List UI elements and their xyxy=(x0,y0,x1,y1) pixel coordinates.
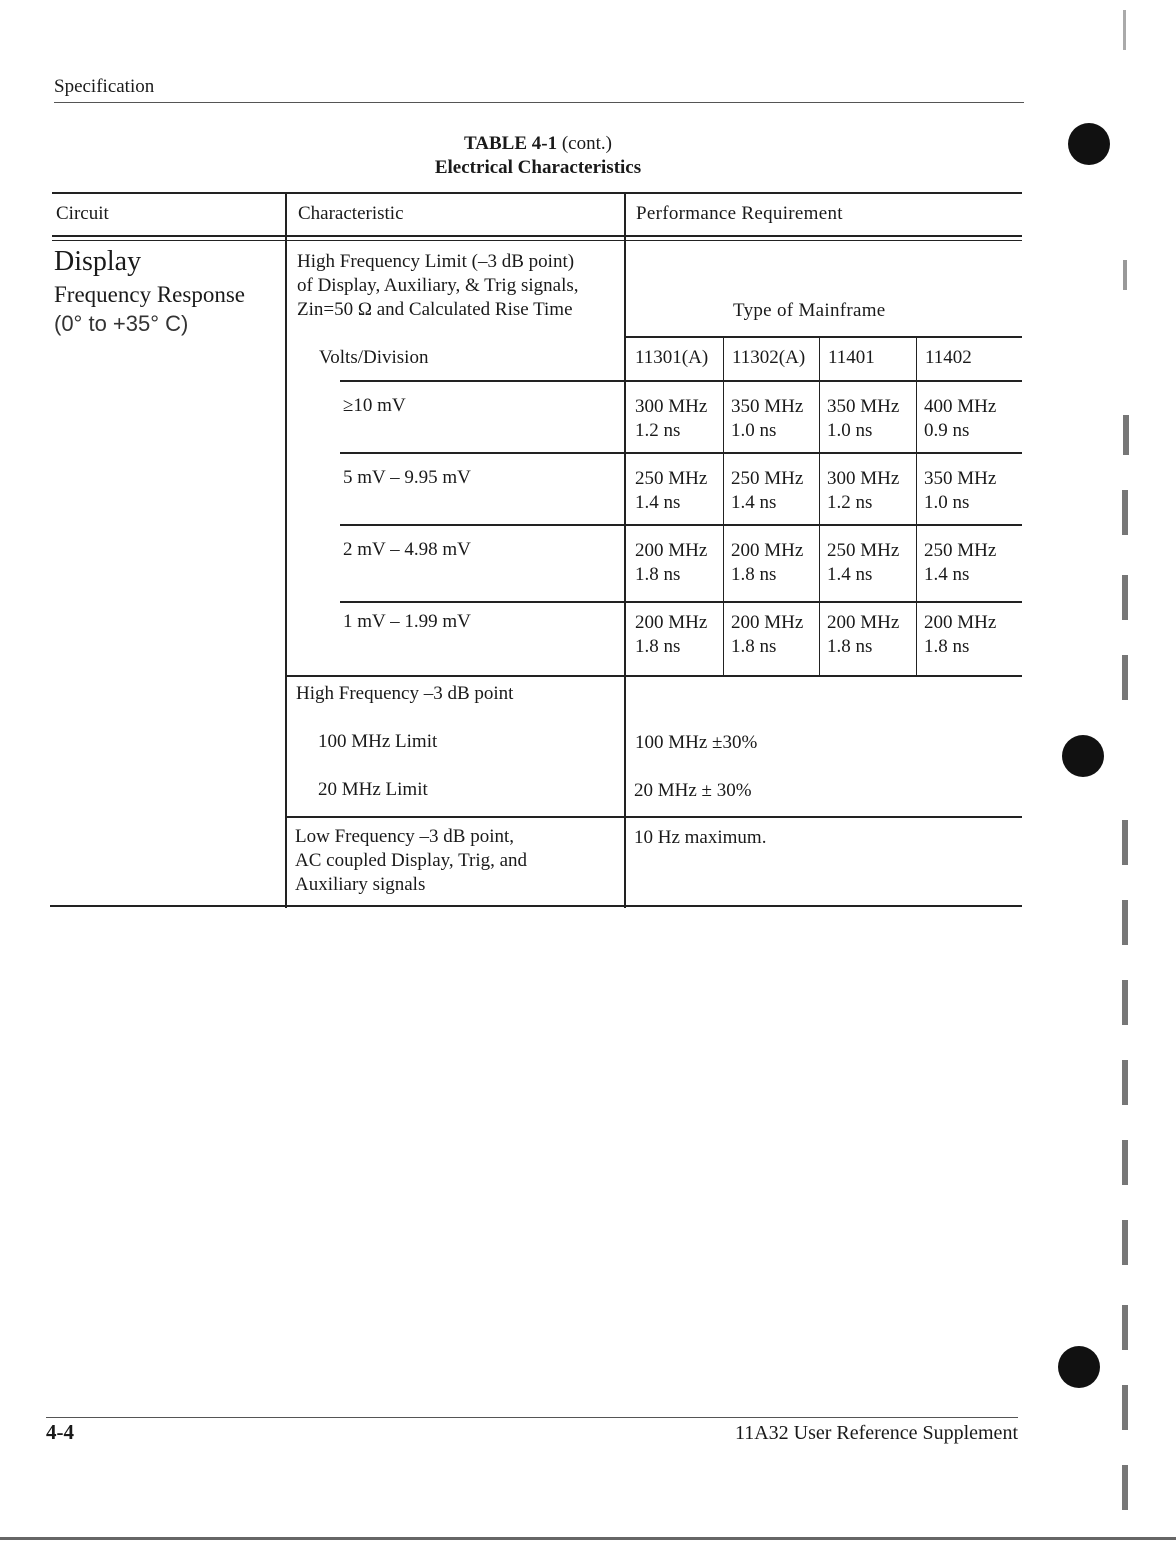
scan-edge-mark xyxy=(1122,575,1128,620)
cell-r3-c2-freq: 200 MHz xyxy=(731,540,804,561)
hf-limit-line-2: of Display, Auxiliary, & Trig signals, xyxy=(297,275,579,296)
hf-point-label: High Frequency –3 dB point xyxy=(296,683,514,704)
cell-r4-c2-rise: 1.8 ns xyxy=(731,636,777,657)
circuit-temperature-range: (0° to +35° C) xyxy=(54,311,189,336)
hf-limit-line-1: High Frequency Limit (–3 dB point) xyxy=(297,251,575,272)
cell-r2-c3-rise: 1.2 ns xyxy=(827,492,873,513)
punch-hole-top xyxy=(1068,123,1110,165)
cell-r3-c4-rise: 1.4 ns xyxy=(924,564,970,585)
scan-edge-mark xyxy=(1122,820,1128,865)
cell-r3-c2-rise: 1.8 ns xyxy=(731,564,777,585)
cell-r1-c3-freq: 350 MHz xyxy=(827,396,900,417)
cell-r4-c1-rise: 1.8 ns xyxy=(635,636,681,657)
header-circuit: Circuit xyxy=(56,203,109,224)
section-rule-2 xyxy=(286,816,1022,818)
cell-r1-c1-freq: 300 MHz xyxy=(635,396,708,417)
cell-r4-c4-rise: 1.8 ns xyxy=(924,636,970,657)
row-label-5mv: 5 mV – 9.95 mV xyxy=(343,467,471,488)
col-divider-1 xyxy=(285,192,287,908)
scan-edge-mark xyxy=(1122,1220,1128,1265)
hf-20mhz-value: 20 MHz ± 30% xyxy=(634,780,752,801)
hf-20mhz-label: 20 MHz Limit xyxy=(318,779,428,800)
table-subtitle: Electrical Characteristics xyxy=(434,157,642,178)
col-divider-2 xyxy=(624,192,626,908)
cell-r1-c3-rise: 1.0 ns xyxy=(827,420,873,441)
lf-point-line-1: Low Frequency –3 dB point, xyxy=(295,826,515,847)
cell-r4-c4-freq: 200 MHz xyxy=(924,612,997,633)
scan-edge-mark xyxy=(1122,1060,1128,1105)
lf-point-value: 10 Hz maximum. xyxy=(634,827,767,848)
scan-edge-mark xyxy=(1122,900,1128,945)
scan-edge-mark xyxy=(1122,655,1128,700)
table-title-cont: (cont.) xyxy=(561,133,612,154)
cell-r3-c3-freq: 250 MHz xyxy=(827,540,900,561)
scan-bottom-edge xyxy=(0,1537,1176,1540)
hf-limit-line-3: Zin=50 Ω and Calculated Rise Time xyxy=(297,299,573,320)
sub-col-divider-2 xyxy=(819,336,820,676)
header-performance: Performance Requirement xyxy=(636,203,843,224)
volts-division-label: Volts/Division xyxy=(319,347,429,368)
sub-col-divider-1 xyxy=(723,336,724,676)
scan-edge-mark xyxy=(1123,10,1126,50)
cell-r1-c2-rise: 1.0 ns xyxy=(731,420,777,441)
row-rule-3 xyxy=(340,524,1022,526)
punch-hole-middle xyxy=(1062,735,1104,777)
cell-r2-c2-rise: 1.4 ns xyxy=(731,492,777,513)
mainframe-11402: 11402 xyxy=(925,347,972,368)
circuit-name: Display xyxy=(54,246,142,277)
footer-title: 11A32 User Reference Supplement xyxy=(734,1422,1018,1444)
cell-r2-c2-freq: 250 MHz xyxy=(731,468,804,489)
lf-point-line-2: AC coupled Display, Trig, and xyxy=(295,850,528,871)
section-rule-1 xyxy=(286,675,1022,677)
mainframe-11302a: 11302(A) xyxy=(732,347,806,368)
cell-r3-c3-rise: 1.4 ns xyxy=(827,564,873,585)
mainframe-header-top-rule xyxy=(626,336,1022,338)
table-title xyxy=(0,132,1076,156)
table-bottom-rule xyxy=(50,905,1022,907)
scan-edge-mark xyxy=(1122,980,1128,1025)
cell-r1-c4-rise: 0.9 ns xyxy=(924,420,970,441)
mainframe-type-label: Type of Mainframe xyxy=(733,300,886,321)
sub-col-divider-3 xyxy=(916,336,917,676)
header-rule-1 xyxy=(52,235,1022,237)
row-label-ge10mv: ≥10 mV xyxy=(343,395,406,416)
scan-edge-mark xyxy=(1122,1385,1128,1430)
header-rule-2 xyxy=(52,240,1022,241)
header-characteristic: Characteristic xyxy=(298,203,404,224)
cell-r1-c2-freq: 350 MHz xyxy=(731,396,804,417)
page-number: 4-4 xyxy=(46,1420,74,1444)
scan-edge-mark xyxy=(1122,1305,1128,1350)
cell-r4-c1-freq: 200 MHz xyxy=(635,612,708,633)
cell-r2-c3-freq: 300 MHz xyxy=(827,468,900,489)
scan-edge-mark xyxy=(1123,260,1127,290)
row-label-1mv: 1 mV – 1.99 mV xyxy=(343,611,471,632)
cell-r2-c1-freq: 250 MHz xyxy=(635,468,708,489)
footer-rule xyxy=(46,1417,1018,1418)
header-rule xyxy=(54,102,1024,103)
hf-100mhz-value: 100 MHz ±30% xyxy=(635,732,758,753)
cell-r3-c1-freq: 200 MHz xyxy=(635,540,708,561)
cell-r2-c4-freq: 350 MHz xyxy=(924,468,997,489)
scan-edge-mark xyxy=(1122,1465,1128,1510)
cell-r4-c3-rise: 1.8 ns xyxy=(827,636,873,657)
row-rule-4 xyxy=(340,601,1022,603)
row-label-2mv: 2 mV – 4.98 mV xyxy=(343,539,471,560)
scan-edge-mark xyxy=(1122,490,1128,535)
table-title-number: TABLE 4-1 xyxy=(464,133,558,154)
cell-r1-c1-rise: 1.2 ns xyxy=(635,420,681,441)
cell-r2-c4-rise: 1.0 ns xyxy=(924,492,970,513)
running-head: Specification xyxy=(54,76,155,97)
cell-r3-c1-rise: 1.8 ns xyxy=(635,564,681,585)
cell-r4-c2-freq: 200 MHz xyxy=(731,612,804,633)
row-rule-2 xyxy=(340,452,1022,454)
circuit-subname: Frequency Response xyxy=(54,282,245,307)
lf-point-line-3: Auxiliary signals xyxy=(295,874,426,895)
cell-r2-c1-rise: 1.4 ns xyxy=(635,492,681,513)
row-rule-1 xyxy=(340,380,1022,382)
hf-100mhz-label: 100 MHz Limit xyxy=(318,731,438,752)
mainframe-11301a: 11301(A) xyxy=(635,347,709,368)
scan-edge-mark xyxy=(1123,415,1129,455)
cell-r3-c4-freq: 250 MHz xyxy=(924,540,997,561)
punch-hole-bottom xyxy=(1058,1346,1100,1388)
cell-r4-c3-freq: 200 MHz xyxy=(827,612,900,633)
cell-r1-c4-freq: 400 MHz xyxy=(924,396,997,417)
mainframe-11401: 11401 xyxy=(828,347,875,368)
table-top-rule xyxy=(52,192,1022,194)
scan-edge-mark xyxy=(1122,1140,1128,1185)
